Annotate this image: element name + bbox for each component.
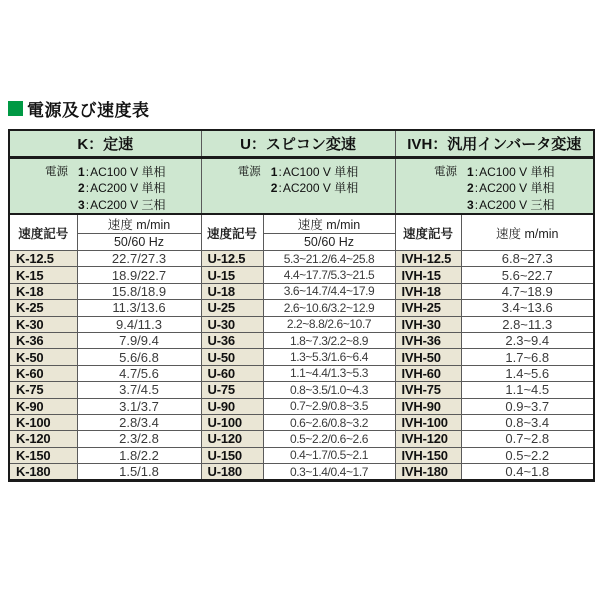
page-title: 電源及び速度表 [27, 101, 150, 120]
power-line: 3 : AC200 V 三相 [78, 197, 166, 212]
speed-value-cell: 1.1~4.4/1.3~5.3 [263, 365, 395, 381]
speed-value-cell: 4.7/5.6 [77, 365, 201, 381]
speed-value-cell: 4.4~17.7/5.3~21.5 [263, 267, 395, 283]
speed-value-cell: 5.6/6.8 [77, 349, 201, 365]
speed-code-cell: K-25 [9, 300, 77, 316]
speed-code-cell: K-120 [9, 431, 77, 447]
speed-code-cell: U-30 [201, 316, 263, 332]
speed-code-cell: U-12.5 [201, 251, 263, 267]
speed-code-cell: K-15 [9, 267, 77, 283]
speed-value-cell: 2.6~10.6/3.2~12.9 [263, 300, 395, 316]
speed-code-cell: U-60 [201, 365, 263, 381]
speed-value-cell: 0.7~2.9/0.8~3.5 [263, 398, 395, 414]
power-line: 2 : AC200 V 単相 [467, 181, 555, 195]
speed-code-cell: U-75 [201, 382, 263, 398]
speed-code-cell: U-18 [201, 283, 263, 299]
speed-code-cell: U-180 [201, 464, 263, 481]
table-row [9, 283, 594, 299]
table-row [9, 398, 594, 414]
green-square-bullet [8, 101, 23, 116]
table-row [9, 300, 594, 316]
speed-value-cell: 3.1/3.7 [77, 398, 201, 414]
speed-code-cell: IVH-100 [395, 414, 461, 430]
speed-value-cell: 3.7/4.5 [77, 382, 201, 398]
power-line: 電源 1 : AC100 V 単相 [237, 164, 359, 179]
speed-value-cell: 3.4~13.6 [461, 300, 594, 316]
speed-unit-header-ivh: 速度 m/min [461, 214, 594, 251]
speed-code-cell: U-150 [201, 447, 263, 463]
speed-value-cell: 18.9/22.7 [77, 267, 201, 283]
speed-value-cell: 1.8/2.2 [77, 447, 201, 463]
speed-code-cell: K-18 [9, 283, 77, 299]
speed-code-header-k: 速度記号 [9, 214, 77, 251]
power-line: 電源 1 : AC100 V 単相 [434, 164, 555, 179]
speed-code-cell: K-60 [9, 365, 77, 381]
speed-value-cell: 2.2~8.8/2.6~10.7 [263, 316, 395, 332]
power-supply-row [9, 157, 594, 214]
speed-code-cell: U-90 [201, 398, 263, 414]
speed-code-cell: IVH-15 [395, 267, 461, 283]
power-line: 2 : AC200 V 単相 [270, 181, 359, 195]
speed-code-cell: IVH-90 [395, 398, 461, 414]
table-row [9, 447, 594, 463]
speed-value-cell: 4.7~18.9 [461, 283, 594, 299]
power-line: 2 : AC200 V 単相 [78, 181, 166, 195]
speed-code-cell: K-12.5 [9, 251, 77, 267]
speed-code-cell: K-90 [9, 398, 77, 414]
power-line: 電源 1 : AC100 V 単相 [45, 164, 166, 179]
speed-value-cell: 1.7~6.8 [461, 349, 594, 365]
table-row [9, 316, 594, 332]
speed-code-cell: IVH-36 [395, 332, 461, 348]
hz-header-u: 50/60 Hz [263, 234, 395, 251]
power-speed-table [8, 129, 595, 482]
speed-code-cell: IVH-150 [395, 447, 461, 463]
table-row [9, 251, 594, 267]
hz-header-k: 50/60 Hz [77, 234, 201, 251]
speed-value-cell: 11.3/13.6 [77, 300, 201, 316]
power-cell-ivh [395, 157, 594, 214]
subheader-row-1 [9, 214, 594, 234]
category-header-k: K：定速 [9, 130, 201, 157]
speed-code-cell: K-100 [9, 414, 77, 430]
speed-unit-header-u: 速度 m/min [263, 214, 395, 234]
speed-value-cell: 5.6~22.7 [461, 267, 594, 283]
speed-code-cell: U-36 [201, 332, 263, 348]
speed-value-cell: 0.3~1.4/0.4~1.7 [263, 464, 395, 481]
speed-value-cell: 0.8~3.4 [461, 414, 594, 430]
speed-value-cell: 5.3~21.2/6.4~25.8 [263, 251, 395, 267]
speed-value-cell: 0.4~1.8 [461, 464, 594, 481]
speed-value-cell: 1.5/1.8 [77, 464, 201, 481]
category-header-row [9, 130, 594, 157]
table-row [9, 365, 594, 381]
speed-value-cell: 9.4/11.3 [77, 316, 201, 332]
speed-code-cell: U-15 [201, 267, 263, 283]
power-line: 3 : AC200 V 三相 [467, 197, 555, 212]
speed-value-cell: 1.3~5.3/1.6~6.4 [263, 349, 395, 365]
speed-code-cell: IVH-120 [395, 431, 461, 447]
table-row [9, 464, 594, 481]
speed-code-cell: IVH-12.5 [395, 251, 461, 267]
speed-code-cell: U-25 [201, 300, 263, 316]
speed-value-cell: 0.7~2.8 [461, 431, 594, 447]
table-row [9, 382, 594, 398]
speed-code-cell: K-75 [9, 382, 77, 398]
speed-value-cell: 2.3~9.4 [461, 332, 594, 348]
speed-code-header-ivh: 速度記号 [395, 214, 461, 251]
speed-unit-header-k: 速度 m/min [77, 214, 201, 234]
table-row [9, 431, 594, 447]
speed-code-cell: IVH-30 [395, 316, 461, 332]
speed-code-cell: U-50 [201, 349, 263, 365]
power-cell-k [9, 157, 201, 214]
speed-value-cell: 2.8/3.4 [77, 414, 201, 430]
speed-value-cell: 0.9~3.7 [461, 398, 594, 414]
speed-code-cell: K-180 [9, 464, 77, 481]
speed-value-cell: 0.5~2.2/0.6~2.6 [263, 431, 395, 447]
speed-code-cell: IVH-50 [395, 349, 461, 365]
power-cell-u [201, 157, 395, 214]
speed-value-cell: 2.8~11.3 [461, 316, 594, 332]
speed-code-cell: IVH-25 [395, 300, 461, 316]
speed-value-cell: 1.8~7.3/2.2~8.9 [263, 332, 395, 348]
table-header [9, 130, 594, 251]
speed-value-cell: 0.6~2.6/0.8~3.2 [263, 414, 395, 430]
speed-value-cell: 2.3/2.8 [77, 431, 201, 447]
speed-code-cell: IVH-180 [395, 464, 461, 481]
table-row [9, 267, 594, 283]
table-row [9, 349, 594, 365]
table-row [9, 332, 594, 348]
speed-code-cell: IVH-60 [395, 365, 461, 381]
speed-value-cell: 1.4~5.6 [461, 365, 594, 381]
speed-value-cell: 15.8/18.9 [77, 283, 201, 299]
speed-code-header-u: 速度記号 [201, 214, 263, 251]
speed-code-cell: K-150 [9, 447, 77, 463]
speed-code-cell: K-36 [9, 332, 77, 348]
speed-code-cell: IVH-75 [395, 382, 461, 398]
speed-value-cell: 22.7/27.3 [77, 251, 201, 267]
section-title [8, 96, 593, 121]
speed-value-cell: 0.8~3.5/1.0~4.3 [263, 382, 395, 398]
speed-code-cell: K-30 [9, 316, 77, 332]
speed-value-cell: 3.6~14.7/4.4~17.9 [263, 283, 395, 299]
category-header-u: U：スピコン変速 [201, 130, 395, 157]
speed-value-cell: 1.1~4.5 [461, 382, 594, 398]
speed-rows [9, 251, 594, 481]
speed-value-cell: 6.8~27.3 [461, 251, 594, 267]
speed-code-cell: IVH-18 [395, 283, 461, 299]
category-header-ivh: IVH：汎用インバータ変速 [395, 130, 594, 157]
speed-value-cell: 0.4~1.7/0.5~2.1 [263, 447, 395, 463]
speed-value-cell: 0.5~2.2 [461, 447, 594, 463]
table-row [9, 414, 594, 430]
speed-code-cell: U-120 [201, 431, 263, 447]
speed-value-cell: 7.9/9.4 [77, 332, 201, 348]
speed-code-cell: K-50 [9, 349, 77, 365]
speed-code-cell: U-100 [201, 414, 263, 430]
